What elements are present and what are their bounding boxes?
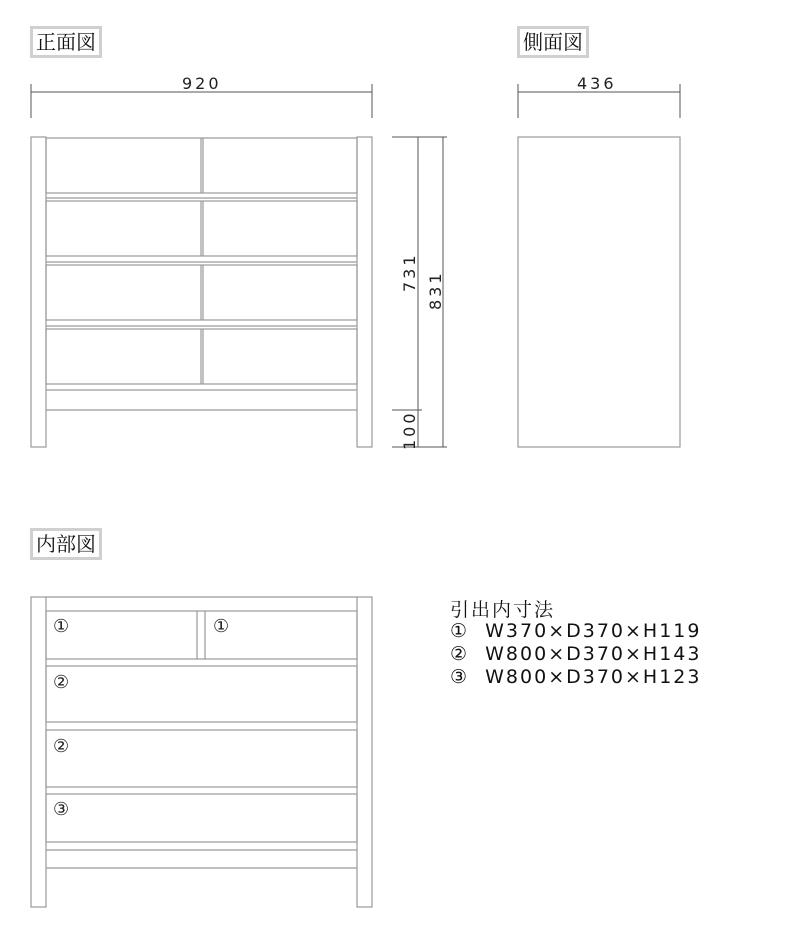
drawer-mark: ③ — [53, 799, 70, 820]
front-drawers — [46, 138, 357, 410]
legend-mark: ① — [450, 620, 470, 642]
legend-row — [450, 666, 701, 688]
right-leg — [357, 137, 372, 447]
legend-mark: ③ — [450, 666, 470, 688]
drawer-mark: ① — [213, 616, 230, 637]
drawer-mark: ① — [53, 616, 70, 637]
legend-size: W800×D370×H123 — [485, 666, 702, 688]
body-height-dimension: 731 — [400, 252, 419, 292]
total-height-dimension: 831 — [426, 270, 445, 310]
interior-view — [31, 597, 372, 907]
legend-size: W370×D370×H119 — [485, 620, 702, 642]
front-view — [31, 84, 447, 447]
legend-size: W800×D370×H143 — [485, 643, 702, 665]
legend-title: 引出内寸法 — [450, 599, 556, 621]
interior-view-label: 内部図 — [30, 528, 102, 560]
drawer-mark: ② — [53, 672, 70, 693]
drawer-mark: ② — [53, 736, 70, 757]
depth-dimension: 436 — [577, 74, 617, 93]
side-view — [518, 84, 680, 447]
side-panel — [518, 137, 680, 447]
legend-row — [450, 620, 701, 642]
legend-row — [450, 643, 701, 665]
width-dimension: 920 — [182, 74, 222, 93]
legend-mark: ② — [450, 643, 470, 665]
leg-height-dimension: 100 — [400, 410, 419, 450]
side-view-label: 側面図 — [517, 26, 589, 58]
left-leg — [31, 137, 46, 447]
front-view-label: 正面図 — [30, 26, 102, 58]
